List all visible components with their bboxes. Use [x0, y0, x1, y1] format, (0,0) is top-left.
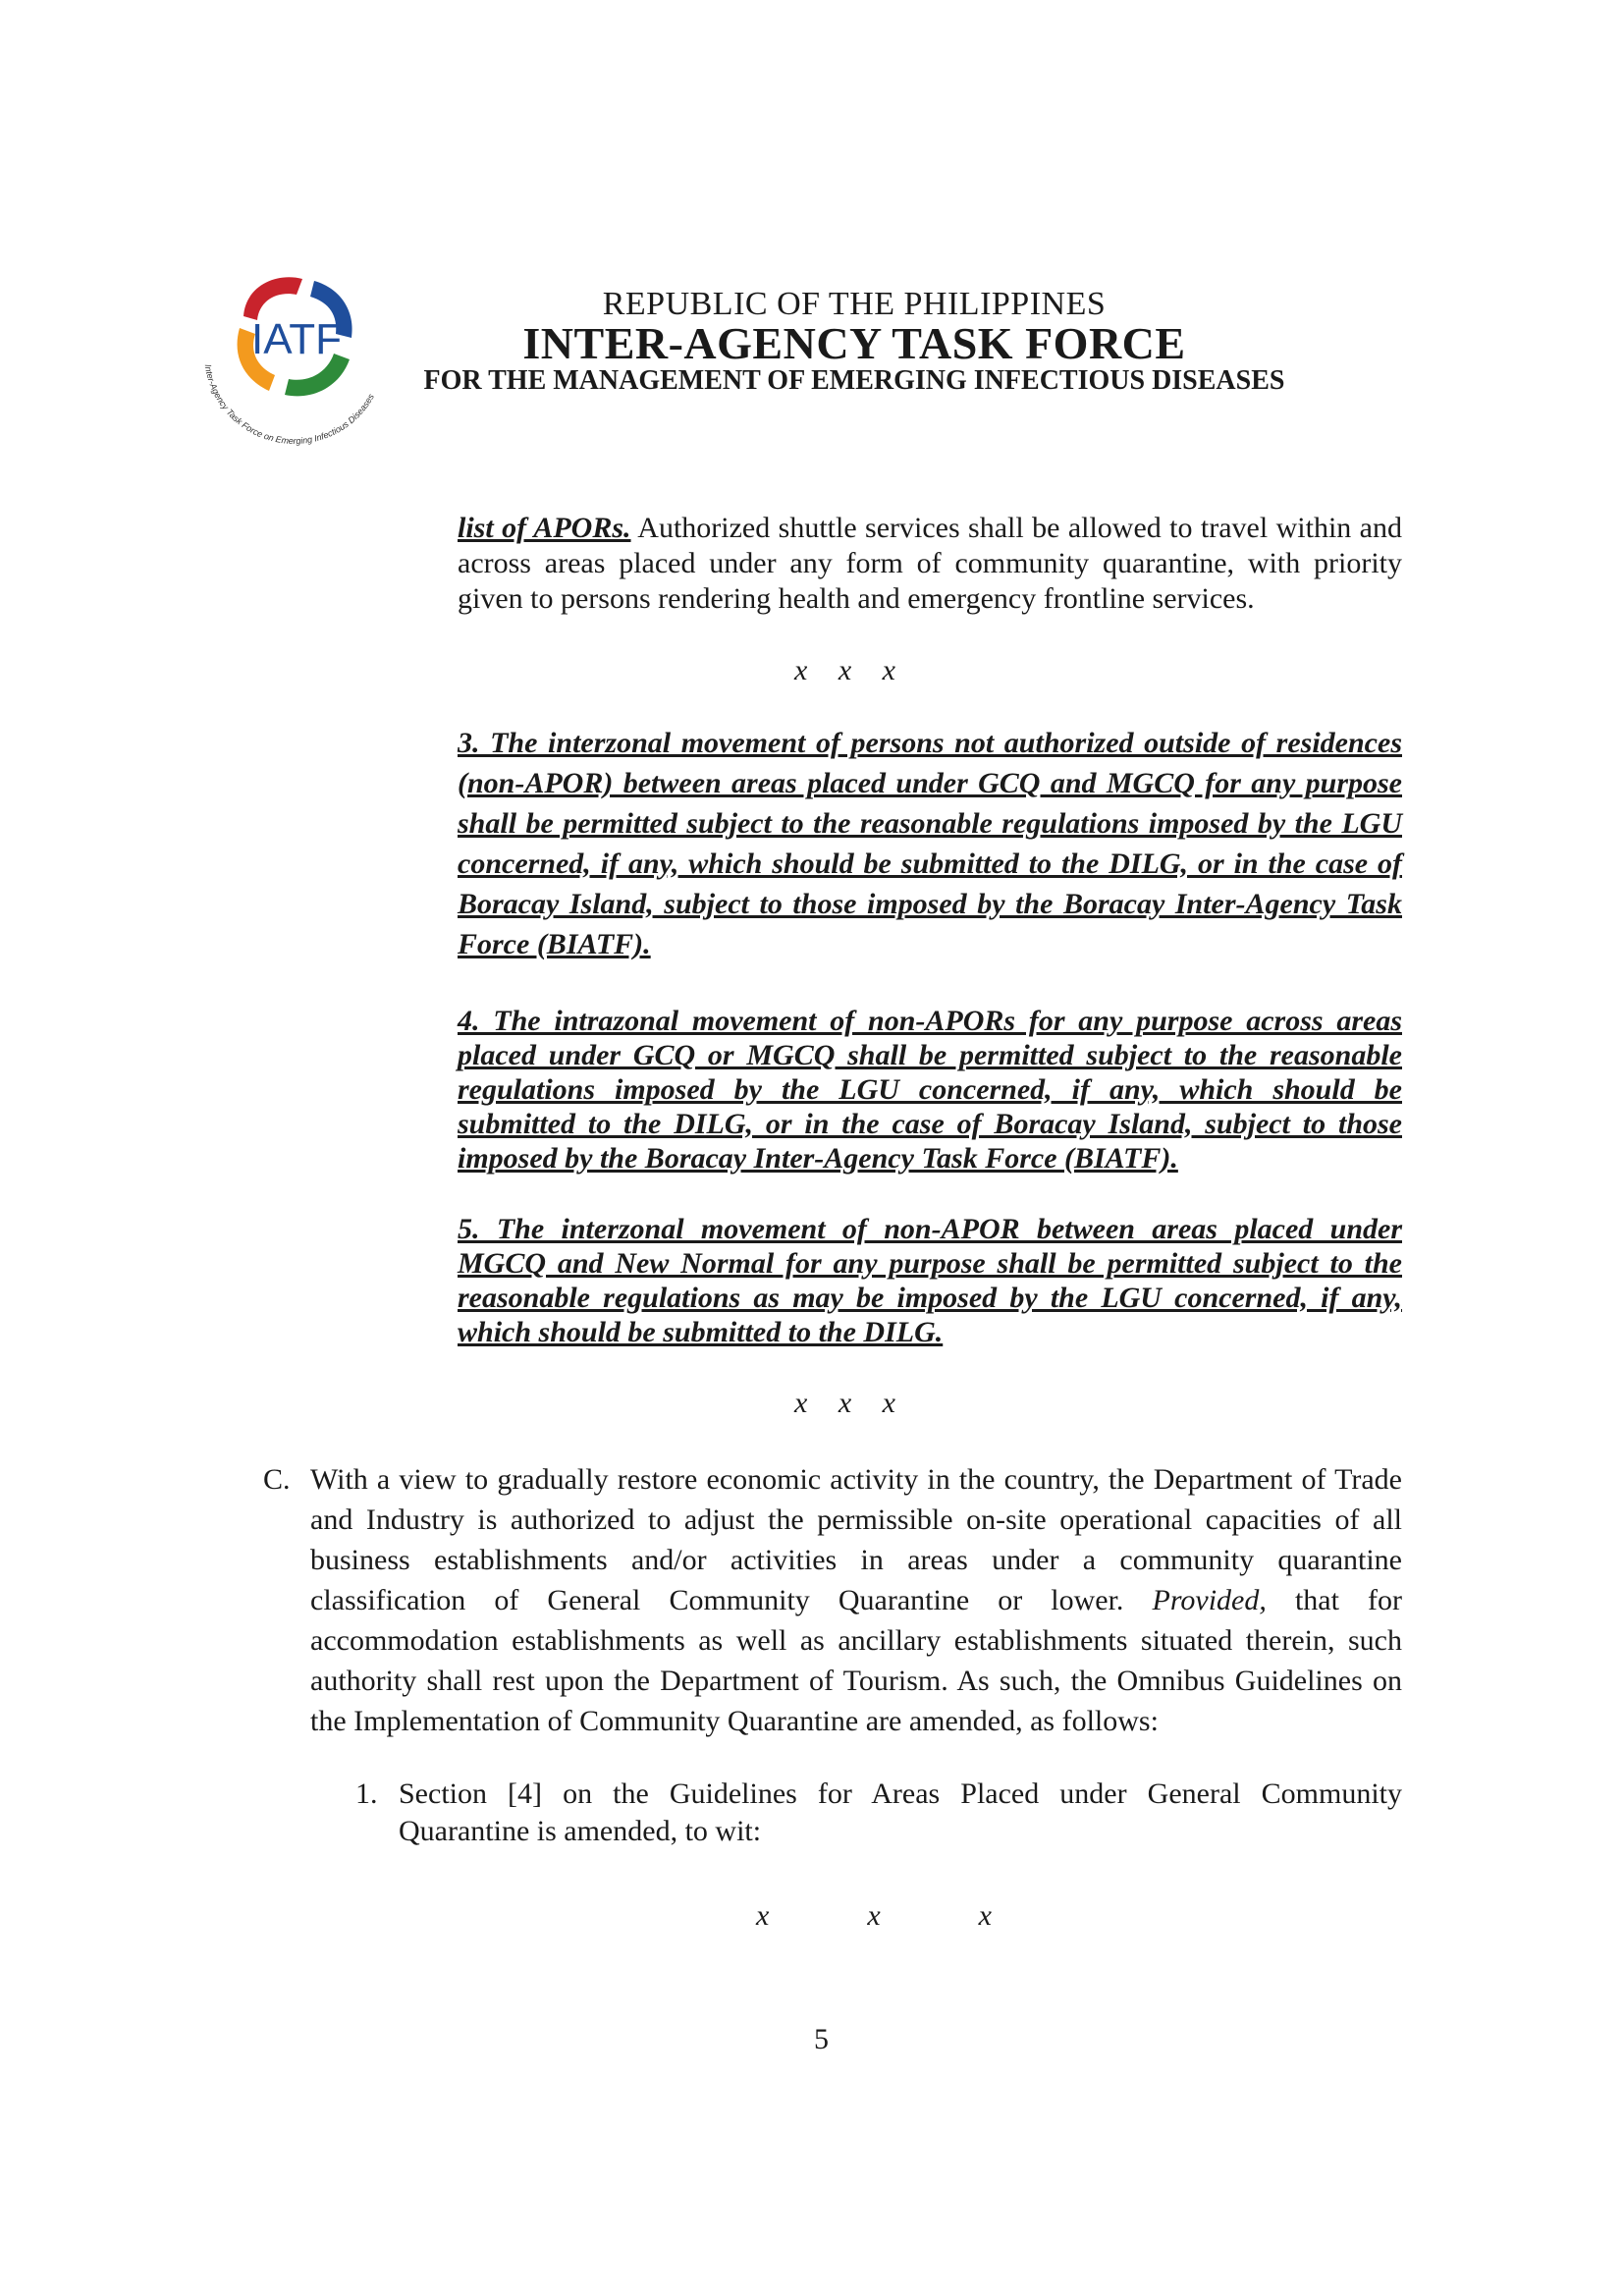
section-c-text-b: that for accommodation establishments as well as ancillary establishments situated therein, such authority shall rest upon the Department of Tourism. As such, the Omnibus Guidelines on the Implementation of Community Quarantine are amended, as follows: [310, 1584, 1402, 1737]
section-c-text-a: With a view to gradually restore economic activity in the country, the Department of Trade and Industry is authorized to adjust the permissible on-site operational capacities of all business establishments and/or activities in areas under a community quarantine classification of General Community Quarantine or lower. [310, 1463, 1402, 1616]
amendment-item-5: 5. The interzonal movement of non-APOR between areas placed under MGCQ and New Normal for any purpose shall be permitted subject to the reasonable regulations as may be imposed by the LGU concerned, if any, which should be submitted to the DILG. [458, 1213, 1402, 1348]
header-republic: REPUBLIC OF THE PHILIPPINES [602, 286, 1107, 322]
list-item-1-number: 1. [355, 1777, 378, 1810]
amendment-item-4: 4. The intrazonal movement of non-APORs for any purpose across areas placed under GCQ or MGCQ shall be permitted subject to the reasonable regulations imposed by the LGU concerned, if any, which should be submitted to the DILG, or in the case of Boracay Island, subject to those imposed by the Boracay Inter-Agency Task Force (BIATF). [458, 1005, 1402, 1175]
separator-3 [756, 1899, 992, 1933]
header-agency: INTER-AGENCY TASK FORCE [522, 318, 1186, 368]
iatf-logo [187, 247, 401, 454]
quote-paragraph [458, 511, 1402, 617]
logo-arc-red [243, 277, 302, 320]
header-mandate: FOR THE MANAGEMENT OF EMERGING INFECTIOUS DISEASES [423, 365, 1285, 396]
quote-text: Authorized shuttle services shall be allowed to travel within and across areas placed under any form of community quarantine, with priority given to persons rendering health and emergency frontline services. [458, 512, 1402, 615]
logo-ring-text: Inter-Agency Task Force on Emerging Infectious Diseases [202, 363, 376, 447]
list-item-1-text: Section [4] on the Guidelines for Areas Placed under General Community Quarantine is amended, to wit: [399, 1777, 1402, 1847]
section-c-body [310, 1459, 1402, 1741]
separator-1: x x x [794, 654, 907, 686]
amendment-item-3: 3. The interzonal movement of persons not authorized outside of residences (non-APOR) between areas placed under GCQ and MGCQ for any purpose shall be permitted subject to the reasonable regulations imposed by the LGU concerned, if any, which should be submitted to the DILG, or in the case of Boracay Island, subject to those imposed by the Boracay Inter-Agency Task Force (BIATF). [458, 727, 1402, 960]
quote-lead: list of APORs. [458, 512, 631, 544]
page-number: 5 [814, 2023, 829, 2055]
separator-3-x: x [978, 1899, 992, 1932]
section-c-provided: Provided, [1152, 1584, 1267, 1616]
separator-3-x: x [867, 1899, 881, 1932]
separator-3-x: x [756, 1899, 770, 1932]
section-c-letter: C. [263, 1463, 291, 1496]
svg-text:Inter-Agency Task Force on Eme [203, 363, 377, 446]
logo-text: IATF [250, 315, 343, 363]
separator-2: x x x [794, 1387, 907, 1419]
letterhead [412, 287, 1296, 397]
list-item-1 [355, 1776, 1402, 1850]
section-c [263, 1459, 1402, 1741]
